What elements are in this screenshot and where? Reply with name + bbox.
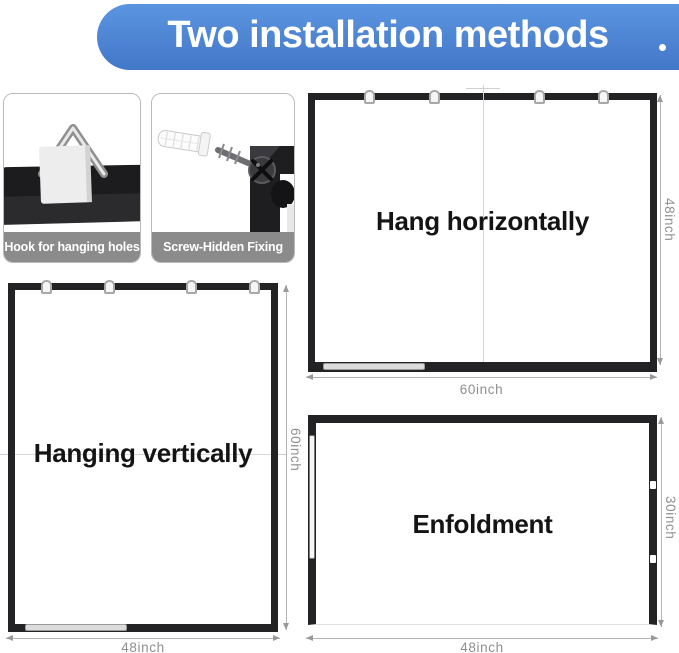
bottom-strip bbox=[25, 624, 127, 631]
screen-label: Hang horizontally bbox=[375, 206, 590, 236]
screw-caption: Screw-Hidden Fixing bbox=[152, 232, 294, 262]
wall-anchor-icon bbox=[152, 94, 295, 233]
screen-hang-horizontally bbox=[308, 93, 657, 372]
screen-enfoldment bbox=[308, 415, 657, 625]
fastener-notch bbox=[650, 481, 656, 489]
center-mark bbox=[483, 85, 484, 100]
hanging-hook-icon bbox=[186, 280, 197, 294]
dimension-width-label: 48inch bbox=[460, 640, 504, 653]
method-card-hook bbox=[3, 93, 141, 263]
method-card-screw bbox=[151, 93, 295, 263]
page-title: Two installation methods bbox=[167, 14, 609, 56]
rolled-edge-strip bbox=[309, 435, 315, 559]
dimension-height-label: 30inch bbox=[663, 496, 678, 540]
screen-label: Hanging vertically bbox=[33, 438, 253, 468]
dimension-line-height bbox=[660, 95, 661, 365]
hanging-hook-icon bbox=[598, 90, 609, 104]
fold-seam-extension bbox=[0, 454, 8, 455]
dimension-line-width bbox=[306, 638, 658, 639]
dimension-line-width bbox=[6, 638, 280, 639]
dimension-line-width bbox=[306, 377, 657, 378]
hook-caption: Hook for hanging holes bbox=[4, 232, 140, 262]
dimension-width-label: 48inch bbox=[121, 640, 165, 653]
bottom-strip bbox=[323, 363, 425, 370]
fastener-notch bbox=[650, 555, 656, 563]
hanging-hook-icon bbox=[534, 90, 545, 104]
hanging-hook-icon bbox=[249, 280, 260, 294]
hanging-hook-icon bbox=[41, 280, 52, 294]
dimension-line-height bbox=[286, 285, 287, 630]
hanging-hook-icon bbox=[104, 280, 115, 294]
hook-illustration bbox=[4, 94, 140, 233]
dimension-width-label: 60inch bbox=[459, 382, 504, 397]
screen-label: Enfoldment bbox=[412, 509, 553, 539]
dimension-height-label: 48inch bbox=[662, 198, 677, 242]
banner-dot bbox=[659, 44, 666, 51]
screw-illustration bbox=[152, 94, 294, 233]
screen-hanging-vertically bbox=[8, 283, 278, 632]
dimension-height-label: 60inch bbox=[288, 428, 303, 472]
dimension-line-height bbox=[661, 417, 662, 627]
title-banner bbox=[97, 4, 679, 70]
triangle-hook-icon bbox=[4, 94, 141, 233]
hanging-hook-icon bbox=[429, 90, 440, 104]
hanging-hook-icon bbox=[364, 90, 375, 104]
fold-seam-extension bbox=[278, 454, 286, 455]
